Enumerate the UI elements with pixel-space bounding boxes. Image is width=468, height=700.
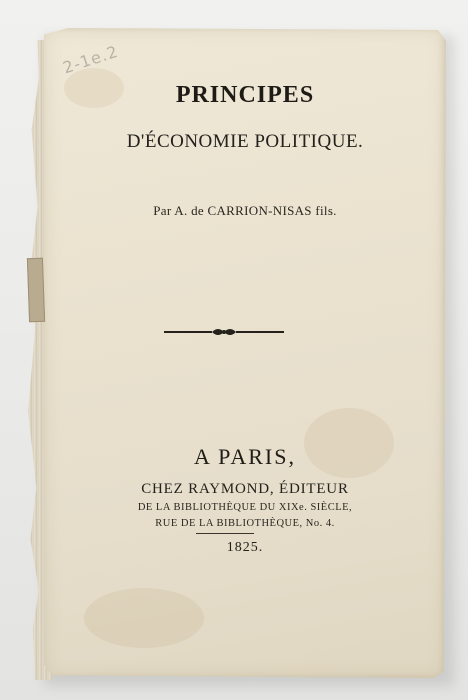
torn-label-tab: [27, 258, 45, 323]
pencil-annotation: 2-1e.2: [60, 41, 121, 78]
book-cover: [44, 28, 446, 678]
ornamental-rule: [162, 325, 286, 339]
author-text: Par A. de CARRION-NISAS fils.: [153, 203, 337, 218]
short-rule: [196, 533, 254, 534]
publisher-address-line2: RUE DE LA BIBLIOTHÈQUE, No. 4.: [155, 518, 335, 529]
place-of-publication: A PARIS,: [193, 444, 296, 469]
title-principes: PRINCIPES: [175, 82, 315, 108]
publisher: CHEZ RAYMOND, ÉDITEUR: [141, 481, 349, 497]
author-line: [70, 203, 420, 219]
publication-year: 1825.: [226, 540, 264, 555]
publisher-address-line1: DE LA BIBLIOTHÈQUE DU XIXe. SIÈCLE,: [137, 502, 353, 513]
foxing-stain: [84, 588, 204, 648]
title-economie-politique: D'ÉCONOMIE POLITIQUE.: [126, 131, 364, 152]
